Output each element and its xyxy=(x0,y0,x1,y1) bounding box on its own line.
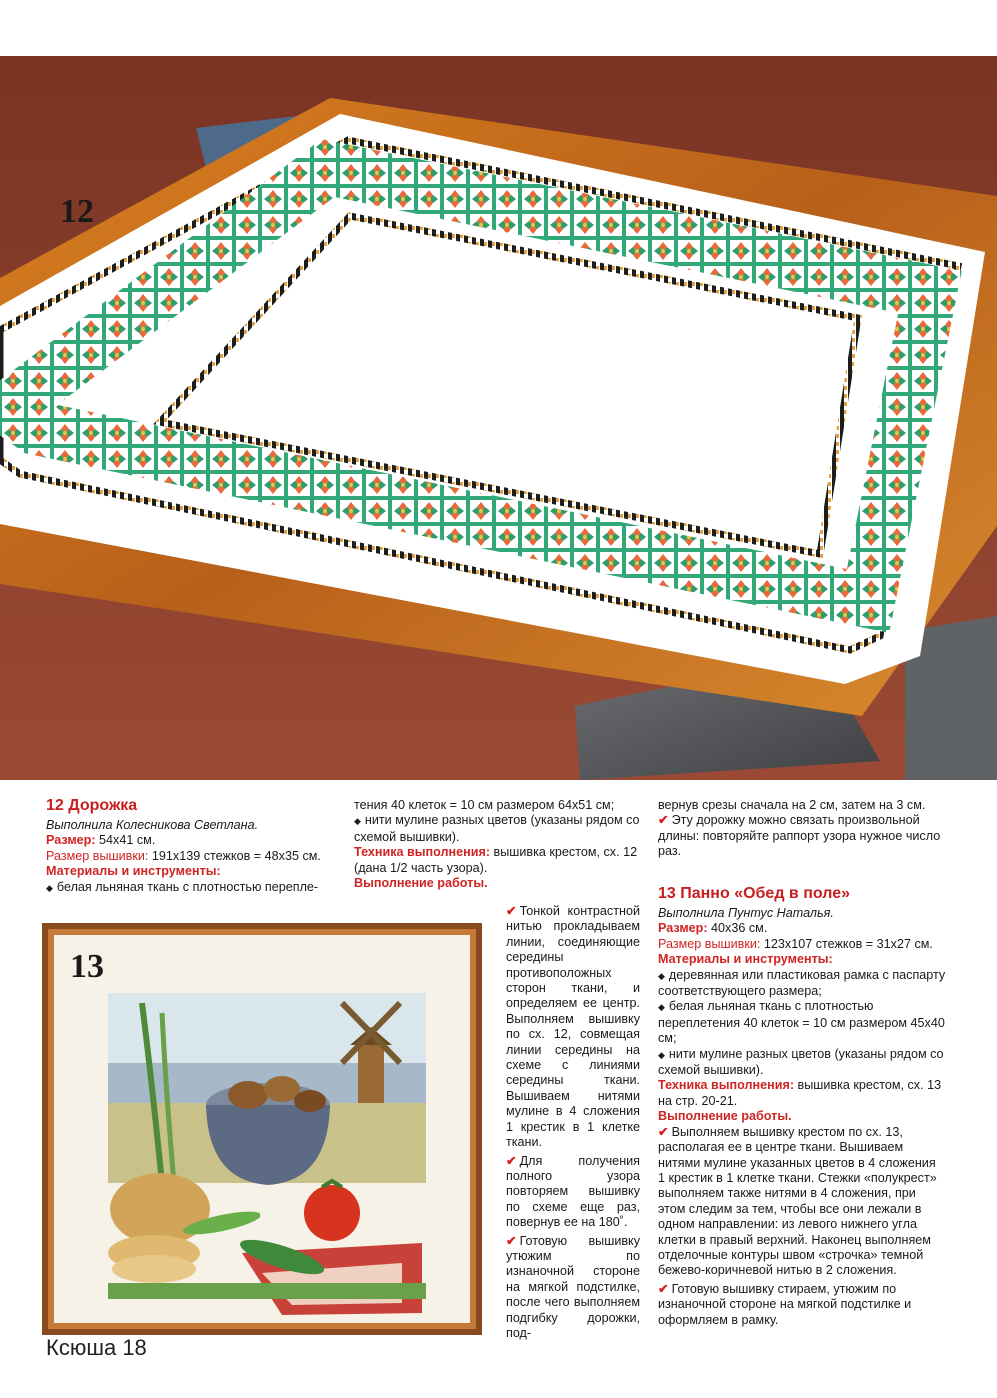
item-12-step-4: ✔ Эту дорожку можно связать произвольной длины: повторяйте раппорт узора нужное число раз. xyxy=(658,813,941,859)
bullet-icon: ◆ xyxy=(354,816,361,827)
item-13-step-1: ✔ Выполняем вышивку крестом по сх. 13, располагая ее в центре ткани. Вышиваем нитями мулине указанных цветов в 4 сложения 1 крестик в 1 клетке ткани. Стежки «полукрест» выполняем также нитями в 4 сложения, при этом следим за тем, чтобы все они лежали в одном направлении: из левого нижнего угла клетки в правый верхний. Наконец выполняем отделочные контуры швом «строчка» темной бежево-коричневой нитью в 2 сложения. xyxy=(658,1124,937,1278)
bullet-icon: ◆ xyxy=(658,970,665,981)
item-12-step-2: ✔ Для получения полного узора повторяем вышивку по схеме еще раз, повернув ее на 180˚. xyxy=(506,1153,640,1230)
item-12-materials-1a: ◆ белая льняная ткань с плотностью перепле- xyxy=(46,879,319,894)
item-12-steps xyxy=(506,904,640,1341)
item-13-title: 13 Панно «Обед в поле» xyxy=(658,885,850,902)
item-12-badge: 12 xyxy=(60,193,94,230)
page-footer: Ксюша 18 xyxy=(46,1335,147,1360)
item-12-materials-label: Материалы и инструменты: xyxy=(46,864,221,879)
item-12-intro xyxy=(46,796,336,896)
item-13-step-2: ✔ Готовую вышивку стираем, утюжим по изнаночной стороне на мягкой подстилке и оформляем в рамку. xyxy=(658,1281,912,1327)
framed-embroidery-picture xyxy=(42,923,482,1335)
item-12-step-3: ✔ Готовую вышивку утюжим по изнаночной стороне на мягкой подстилке, после чего выполняем подгибку дорожки, под- xyxy=(506,1233,640,1340)
item-13-author: Выполнила Пунтус Наталья. xyxy=(658,906,834,920)
item-12-middle xyxy=(354,798,640,891)
item-12-author: Выполнила Колесникова Светлана. xyxy=(46,818,259,832)
bullet-icon: ◆ xyxy=(658,1002,665,1013)
item-13-materials-3: ◆ нити мулине разных цветов (указаны рядом со схемой вышивки). xyxy=(658,1046,944,1078)
item-12-work-label: Выполнение работы. xyxy=(354,876,488,891)
checkmark-icon: ✔ xyxy=(658,813,669,828)
item-13-size: Размер: 40х36 см. xyxy=(658,921,768,936)
item-12-end xyxy=(658,798,946,860)
checkmark-icon: ✔ xyxy=(506,1153,517,1168)
checkmark-icon: ✔ xyxy=(506,904,517,918)
item-12-materials-2: ◆ нити мулине разных цветов (указаны рядом со схемой вышивки). xyxy=(354,813,640,844)
item-13-embroidery-size: Размер вышивки: 123х107 стежков = 31х27 см. xyxy=(658,936,933,951)
item-12-step-1: ✔ Тонкой контрастной нитью прокладываем линии, соединяющие середины противоположных сторон ткани, и определяем ее центр. Выполняем вышивку по сх. 12, совмещая линии середины на схеме с линиями середины ткани. Вышиваем нитями мулине в 4 сложения 1 крестик в 1 клетке ткани. xyxy=(506,904,640,1150)
item-13-text xyxy=(658,884,946,1328)
item-13-technique: Техника выполнения: вышивка крестом, сх. 13 на стр. 20-21. xyxy=(658,1078,942,1108)
item-12-materials-1b: тения 40 клеток = 10 см размером 64х51 см; xyxy=(354,798,615,812)
item-13-materials-label: Материалы и инструменты: xyxy=(658,952,833,967)
bullet-icon: ◆ xyxy=(658,1049,665,1060)
bullet-icon: ◆ xyxy=(46,882,53,893)
checkmark-icon: ✔ xyxy=(506,1233,517,1248)
item-13-materials-2: ◆ белая льняная ткань с плотностью переплетения 40 клеток = 10 см размером 45х40 см; xyxy=(658,999,945,1046)
checkmark-icon: ✔ xyxy=(658,1124,669,1139)
item-12-size: Размер: 54х41 см. xyxy=(46,833,156,848)
item-12-title: 12 Дорожка xyxy=(46,797,138,814)
item-13-materials-1: ◆ деревянная или пластиковая рамка с паспарту соответствующего размера; xyxy=(658,967,946,999)
item-12-technique: Техника выполнения: вышивка крестом, сх. 12 (дана 1/2 часть узора). xyxy=(354,845,638,875)
item-12-embroidery-size: Размер вышивки: 191х139 стежков = 48х35 см. xyxy=(46,848,321,863)
checkmark-icon: ✔ xyxy=(658,1281,669,1296)
item-13-work-label: Выполнение работы. xyxy=(658,1109,792,1124)
tablecloth-photo xyxy=(0,56,997,780)
item-13-badge: 13 xyxy=(70,948,104,985)
item-12-step-3-end: вернув срезы сначала на 2 см, затем на 3 см. xyxy=(658,798,926,812)
